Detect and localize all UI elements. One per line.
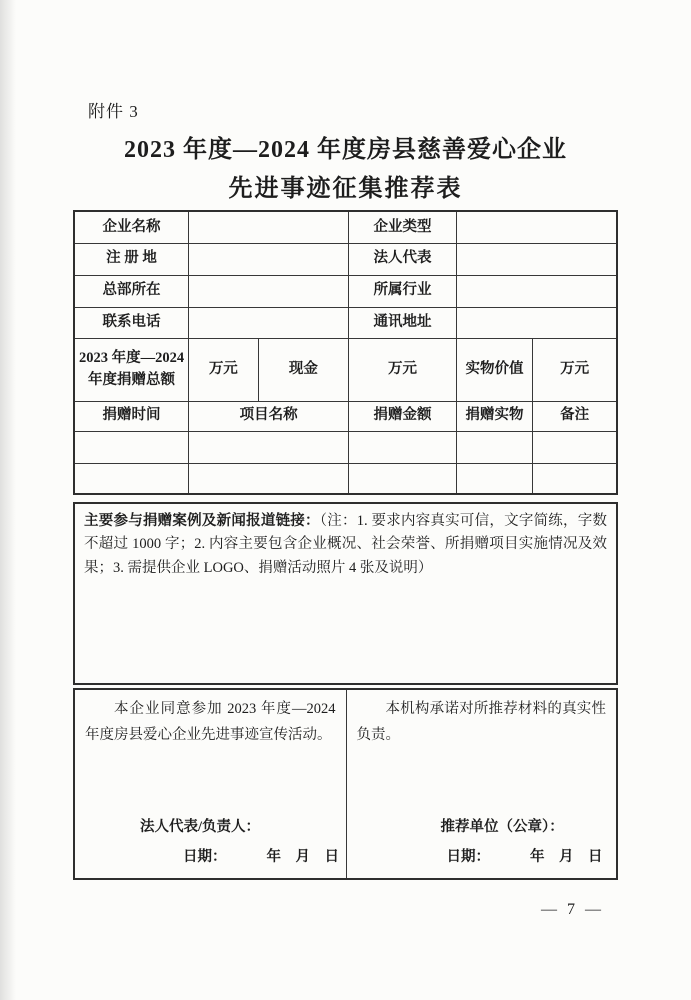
value-enterprise-name [189, 211, 349, 243]
recommender-commitment-cell [346, 690, 617, 878]
value-enterprise-type [456, 211, 617, 243]
label-enterprise-name: 企业名称 [74, 211, 189, 243]
notes-body-text: （注：1. 要求内容真实可信，文字简练，字数不超过 1000 字；2. 内容主要包含企业概况、社会荣誉、所捐赠项目实施情况及效果；3. 需提供企业 LOGO、捐赠活动照片 4 张及说明） [84, 513, 608, 576]
label-registration-place: 注 册 地 [74, 243, 189, 275]
enterprise-info-table [73, 210, 618, 495]
blank-cell [456, 431, 533, 463]
header-project-name: 项目名称 [189, 401, 349, 431]
blank-cell [189, 463, 349, 494]
value-registration-place [189, 243, 349, 275]
value-headquarters [189, 275, 349, 307]
enterprise-signature-block [75, 815, 346, 866]
enterprise-consent-statement: 本企业同意参加 2023 年度—2024 年度房县爱心企业先进事迹宣传活动。 [85, 701, 336, 744]
blank-detail-row [74, 463, 617, 494]
donation-total-row [74, 338, 617, 401]
header-remarks: 备注 [533, 401, 617, 431]
blank-cell [74, 463, 189, 494]
unit-wanyuan-total: 万元 [189, 338, 259, 401]
date-label: 日期： [183, 849, 227, 865]
table-row [74, 307, 617, 338]
blank-cell [456, 463, 533, 494]
header-donation-inkind: 捐赠实物 [456, 401, 533, 431]
recommender-promise-statement: 本机构承诺对所推荐材料的真实性负责。 [356, 701, 606, 744]
label-mailing-address: 通讯地址 [349, 307, 457, 338]
label-donation-total: 2023 年度—2024 年度捐赠总额 [74, 338, 189, 401]
value-legal-representative [456, 243, 617, 275]
enterprise-commitment-cell [75, 690, 346, 878]
notes-paragraph [84, 510, 607, 580]
legal-representative-label: 法人代表/负责人： [140, 819, 261, 835]
blank-cell [74, 431, 189, 463]
commitment-section [73, 688, 618, 880]
label-contact-phone: 联系电话 [74, 307, 189, 338]
blank-cell [533, 463, 617, 494]
value-industry [456, 275, 617, 307]
header-donation-amount: 捐赠金额 [349, 401, 457, 431]
form-title [0, 138, 691, 201]
enterprise-date-line [75, 845, 346, 866]
date-label: 日期： [446, 849, 490, 865]
page-number: — 7 — [541, 901, 604, 918]
label-headquarters: 总部所在 [74, 275, 189, 307]
donation-detail-header-row [74, 401, 617, 431]
label-legal-representative: 法人代表 [349, 243, 457, 275]
label-enterprise-type: 企业类型 [349, 211, 457, 243]
unit-wanyuan-inkind: 万元 [533, 338, 617, 401]
attachment-label: 附件 3 [88, 102, 139, 121]
form-title-line2: 先进事迹征集推荐表 [228, 176, 463, 202]
blank-cell [349, 431, 457, 463]
recommender-date-line [347, 845, 617, 866]
notes-lead-label: 主要参与捐赠案例及新闻报道链接： [84, 513, 320, 529]
donation-cases-notes-box [73, 502, 618, 685]
table-row [74, 275, 617, 307]
blank-cell [349, 463, 457, 494]
table-row [74, 211, 617, 243]
label-cash: 现金 [258, 338, 349, 401]
label-inkind-value: 实物价值 [456, 338, 533, 401]
table-row [74, 243, 617, 275]
blank-cell [189, 431, 349, 463]
form-title-line1: 2023 年度—2024 年度房县慈善爱心企业 [124, 137, 567, 163]
year-month-day-fields: 年 月 日 [266, 849, 339, 865]
year-month-day-fields: 年 月 日 [530, 849, 603, 865]
blank-detail-row [74, 431, 617, 463]
label-industry: 所属行业 [349, 275, 457, 307]
unit-wanyuan-cash: 万元 [349, 338, 457, 401]
value-mailing-address [456, 307, 617, 338]
recommending-unit-seal-label: 推荐单位（公章）： [440, 819, 564, 835]
recommender-signature-block [347, 815, 617, 866]
blank-cell [533, 431, 617, 463]
header-donation-time: 捐赠时间 [74, 401, 189, 431]
value-contact-phone [189, 307, 349, 338]
